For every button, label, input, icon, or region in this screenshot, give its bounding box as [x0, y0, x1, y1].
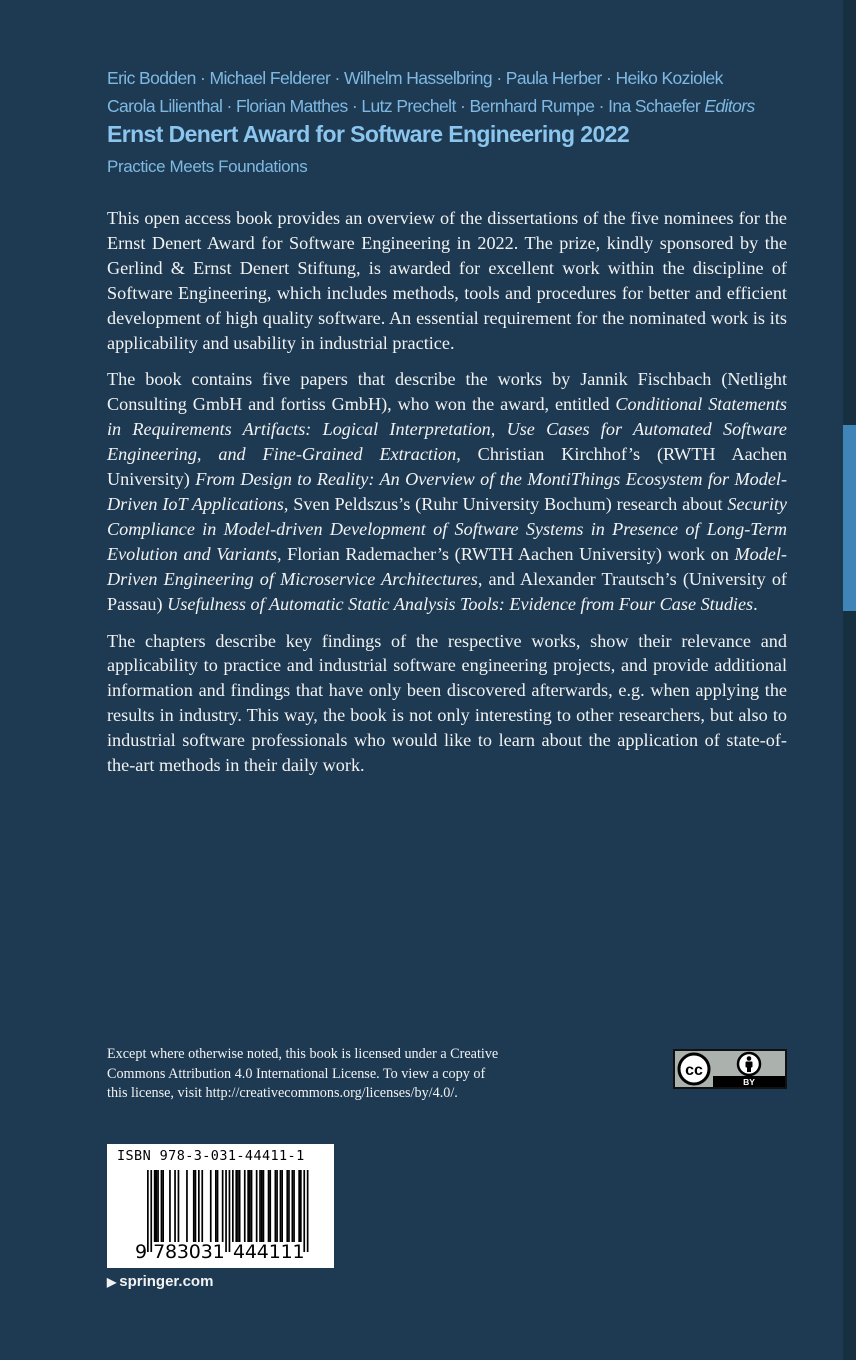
barcode-bar	[215, 1170, 217, 1242]
license-notice	[107, 1045, 547, 1104]
barcode-bar	[298, 1170, 300, 1242]
barcode-digit: 4	[256, 1241, 269, 1263]
blurb-text-run: , Sven Peldszus’s (Ruhr University Bochum) research about	[283, 493, 728, 514]
barcode-bar	[303, 1170, 305, 1252]
license-line-2: Commons Attribution 4.0 International License. To view a copy of	[107, 1065, 486, 1082]
barcode-bar	[307, 1170, 309, 1252]
blurb-text-run: , Florian Rademacher’s (RWTH Aachen University) work on	[276, 543, 735, 564]
editors-label: Editors	[704, 96, 755, 116]
spine-accent-bar	[843, 425, 856, 611]
barcode-bar	[222, 1170, 224, 1242]
barcode-bar	[263, 1170, 265, 1242]
barcode-digit: 9	[135, 1241, 148, 1263]
barcode-bar	[249, 1170, 251, 1242]
play-arrow-icon: ▶	[107, 1275, 117, 1289]
barcode-bar	[293, 1170, 295, 1242]
barcode-bar	[229, 1170, 231, 1252]
barcode-bar	[244, 1170, 246, 1242]
barcode-bar	[286, 1170, 288, 1242]
barcode-bar	[235, 1170, 237, 1242]
barcode-bar	[237, 1170, 239, 1242]
barcode-digit: 1	[212, 1241, 225, 1263]
barcode-bar	[239, 1170, 241, 1242]
blurb-paragraph-3: The chapters describe key findings of the respective works, show their relevance and applicability to practice and industrial software engineering projects, and provide additional information and findings that have only been discovered afterwards, e.g. when applying the results in industry. This way, the book is not only interesting to other researchers, but also to industrial software professionals who would like to learn about the application of state-of-the-art methods in their daily work.	[107, 630, 787, 776]
barcode-bar	[154, 1170, 156, 1242]
work-title: Conditional Statements in Requirements Artifacts: Logical Interpretation, Use Cases for Automated Software Engineering, and Fine-Grained Extraction	[107, 394, 787, 465]
barcode-bar	[280, 1170, 282, 1242]
barcode-digit: 1	[280, 1241, 293, 1263]
barcode-bar	[162, 1170, 164, 1242]
barcode-bar	[225, 1170, 227, 1252]
creative-commons-icon	[679, 1054, 709, 1084]
barcode-bar	[217, 1170, 219, 1242]
barcode-bar	[275, 1170, 277, 1242]
barcode-digit: 3	[176, 1241, 189, 1263]
barcode-bar	[251, 1170, 253, 1242]
barcode-bar	[147, 1170, 149, 1252]
barcode-bar	[288, 1170, 290, 1242]
blurb-text-run: , and Alexander Trautsch’s (University of Passau)	[107, 568, 787, 614]
editors-line-2-names: Carola Lilienthal · Florian Matthes · Lutz Prechelt · Bernhard Rumpe · Ina Schaefer	[107, 96, 701, 116]
blurb-paragraph-2	[107, 367, 787, 616]
barcode-digit: 3	[200, 1241, 213, 1263]
work-title: Security Compliance in Model-driven Development of Software Systems in Presence of Long-Term Evolution and Variants	[107, 493, 787, 564]
barcode-bar	[269, 1170, 271, 1242]
isbn-barcode	[107, 1144, 334, 1268]
cc-by-badge	[673, 1049, 787, 1089]
blurb-text-run: , Christian Kirchhof’s (RWTH Aachen University)	[107, 444, 787, 490]
barcode-digit: 1	[292, 1241, 305, 1263]
barcode-digit: 8	[165, 1241, 178, 1263]
book-title: Ernst Denert Award for Software Engineering 2022	[107, 121, 630, 147]
barcode-digit: 1	[268, 1241, 281, 1263]
barcode-bar	[174, 1170, 176, 1242]
barcode-bar	[198, 1170, 200, 1242]
blurb-text-run: The book contains five papers that describe the works by Jannik Fischbach (Netlight Consulting GmbH and fortiss GmbH), who won the award, entitled	[107, 369, 787, 415]
license-line-3: this license, visit http://creativecommons.org/licenses/by/4.0/.	[107, 1085, 458, 1101]
barcode-bar	[178, 1170, 180, 1242]
work-title: From Design to Reality: An Overview of the MontiThings Ecosystem for Model-Driven IoT Applications	[107, 469, 788, 514]
book-subtitle: Practice Meets Foundations	[107, 157, 308, 176]
editors-line-2	[107, 92, 827, 120]
work-title: Usefulness of Automatic Static Analysis Tools: Evidence from Four Case Studies	[167, 593, 754, 614]
attribution-person-icon	[738, 1053, 760, 1075]
cc-by-label: BY	[743, 1077, 755, 1087]
barcode-bar	[186, 1170, 188, 1242]
barcode-bar	[161, 1170, 163, 1242]
barcode-digit: 0	[188, 1241, 201, 1263]
barcode-bar	[201, 1170, 203, 1242]
isbn-label: ISBN 978-3-031-44411-1	[117, 1148, 305, 1164]
barcode-bar	[210, 1170, 212, 1242]
barcode-digit: 4	[233, 1241, 246, 1263]
publisher-link[interactable]	[107, 1273, 213, 1290]
barcode-bar	[276, 1170, 278, 1242]
barcode-bar	[150, 1170, 152, 1252]
license-line-1: Except where otherwise noted, this book is licensed under a Creative	[107, 1046, 499, 1062]
barcode-bar	[300, 1170, 302, 1242]
barcode-bar	[156, 1170, 158, 1242]
blurb-text-run: .	[753, 593, 758, 614]
barcode-bar	[281, 1170, 283, 1242]
barcode-bar	[247, 1170, 249, 1242]
editors-block	[107, 64, 827, 120]
spine-edge	[843, 0, 856, 1360]
barcode-digit: 7	[153, 1241, 166, 1263]
barcode-bar	[195, 1170, 197, 1242]
barcode-bar	[232, 1170, 234, 1242]
barcode-bar	[261, 1170, 263, 1242]
svg-text:cc: cc	[685, 1062, 703, 1079]
blurb-paragraph-1: This open access book provides an overview of the dissertations of the five nominees for the Ernst Denert Award for Software Engineering in 2022. The prize, kindly sponsored by the Gerlind & Ernst Denert Stiftung, is awarded for excellent work within the discipline of Software Engineering, which includes methods, tools and procedures for better and efficient development of high quality software. An essential requirement for the nominated work is its applicability and usability in industrial practice.	[107, 208, 787, 353]
editors-line-1: Eric Bodden · Michael Felderer · Wilhelm Hasselbring · Paula Herber · Heiko Koziolek	[107, 68, 723, 88]
barcode-bar	[292, 1170, 294, 1242]
work-title: Model-Driven Engineering of Microservice Architectures	[107, 543, 787, 589]
barcode-bar	[193, 1170, 195, 1242]
barcode-bar	[259, 1170, 261, 1242]
barcode-digit: 4	[244, 1241, 257, 1263]
barcode-bar	[256, 1170, 258, 1242]
blurb	[107, 206, 787, 790]
barcode-bar	[268, 1170, 270, 1242]
publisher-url: springer.com	[119, 1273, 214, 1290]
barcode-bar	[169, 1170, 171, 1242]
barcode-bar	[157, 1170, 159, 1242]
